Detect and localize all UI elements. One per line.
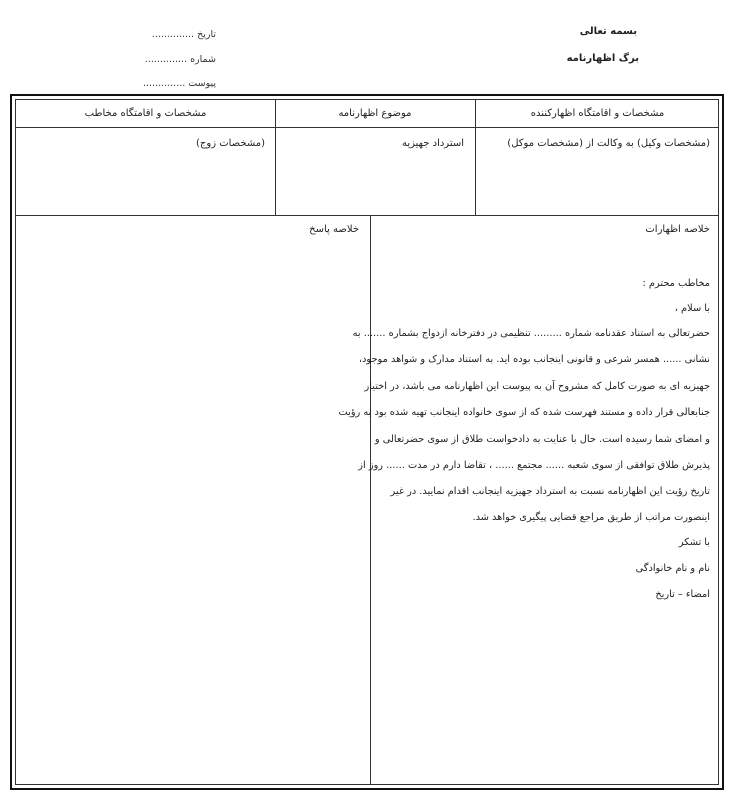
- statement-line: امضاء – تاریخ: [655, 589, 710, 600]
- statement-line: نشانی ...... همسر شرعی و قانونی اینجانب بوده اید. به استناد مدارک و شواهد موجود،: [358, 354, 710, 365]
- number-field-label: شماره ..............: [144, 54, 216, 65]
- declarant-value: (مشخصات وکیل) به وکالت از (مشخصات موکل): [507, 138, 710, 149]
- subject-column-header: موضوع اظهارنامه: [338, 108, 412, 119]
- form-inner-border: [15, 99, 719, 785]
- statement-line: نام و نام خانوادگی: [635, 563, 710, 574]
- statement-line: اینصورت مراتب از طریق مراجع قضایی پیگیری خواهد شد.: [472, 512, 710, 523]
- bismillah-heading: بسمه تعالی: [579, 26, 637, 37]
- statement-line: مخاطب محترم :: [642, 278, 710, 289]
- statement-line: و امضای شما رسیده است. حال با عنایت به دادخواست طلاق از سوی حضرتعالی و: [374, 434, 710, 445]
- statement-response-divider: [370, 215, 371, 784]
- header-row-divider: [16, 127, 718, 128]
- attachment-field-label: پیوست ..............: [142, 78, 216, 89]
- statement-line: با تشکر: [678, 537, 710, 548]
- declarant-column-header: مشخصات و اقامتگاه اظهارکننده: [530, 108, 665, 119]
- statement-line: پذیرش طلاق توافقی از سوی شعبه ...... مجتمع ...... ، تقاضا دارم در مدت ...... روز از: [358, 460, 710, 471]
- addressee-column-header: مشخصات و اقامتگاه مخاطب: [84, 108, 207, 119]
- form-title: برگ اظهارنامه: [566, 53, 639, 64]
- response-title: خلاصه پاسخ: [309, 224, 359, 235]
- statement-line: جنابعالی قرار داده و مستند فهرست شده که از سوی خانواده اینجانب تهیه شده بود به رؤیت: [338, 407, 710, 418]
- statement-line: تاریخ رؤیت این اظهارنامه نسبت به استرداد جهیزیه اینجانب اقدام نمایید. در غیر: [390, 486, 710, 497]
- statement-title: خلاصه اظهارات: [645, 224, 710, 235]
- table-bottom-divider: [16, 215, 718, 216]
- date-field-label: تاریخ ..............: [151, 29, 216, 40]
- statement-line: جهیزیه ای به صورت کامل که مشروح آن به پیوست این اظهارنامه می باشد، در اختیار: [364, 381, 710, 392]
- declaration-form-frame: [10, 94, 724, 790]
- statement-line: با سلام ،: [674, 303, 710, 314]
- statement-line: حضرتعالی به استناد عقدنامه شماره ......... تنظیمی در دفترخانه ازدواج بشماره ....... به: [352, 328, 710, 339]
- addressee-value: (مشخصات زوج): [196, 138, 265, 149]
- subject-value: استرداد جهیزیه: [401, 138, 464, 149]
